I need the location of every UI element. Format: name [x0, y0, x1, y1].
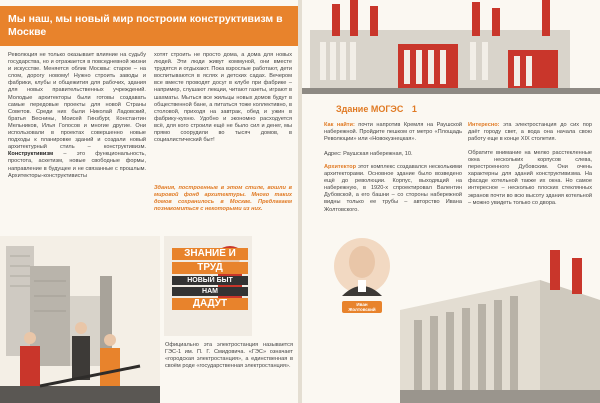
highlight-quote: Здания, построенные в этом стиле, вошли в мировой фонд архитектуры. Много таких домов сохранилось в Москве. Предлагаем познакомиться с некоторыми из них.	[154, 185, 292, 213]
how-to-find-text: почти напротив Кремля на Раушской набережной. Пройдите пешком от метро «Площадь Революции» или «Новокузнецкая».	[324, 122, 462, 143]
architect-section	[324, 164, 462, 214]
second-column: хотят строить не просто дома, а дома для новых людей. Эти люди живут коммуной, они вместе трудятся и отдыхают. Пока взрослые работают, дети воспитываются в яслях и детских садах. Вечером все вместе проводят досуг в клубе при фабрике – например, слушают лекции, читают газеты, играют в шахматы. Мыться все жильцы новых домов будут в общественной бане, а питаться тоже коллективно, в столовой, приходя на завтрак, обед и ужин в фабрику-кухню. Удобно и экономно расходуется всё, для кого строили ещё не было сил и денег, мы прямо соорудили во тысяч домов, в социалистический быт!	[154, 52, 292, 144]
poster-line-3: НОВЫЙ БЫТ	[172, 276, 248, 285]
poster-line-2: ТРУД	[172, 262, 248, 274]
windows-note: Обратите внимание на мелко расстекленные окна нескольких корпусов слева, перестроенного Дубовским. Они очень характерны для зданий конструктивизма. На фасаде котельной также их окна. Но самое интересное – несколько плоских стеклянных экранов почти во всю высоту здания котельной – можно увидеть только со двора.	[468, 150, 592, 206]
left-page	[0, 0, 298, 403]
poster-line-4: НАМ	[172, 287, 248, 296]
right-page	[302, 0, 600, 403]
poster-line-1: ЗНАНИЕ И	[172, 248, 248, 260]
intro-column	[8, 52, 146, 180]
architect-portrait	[332, 236, 392, 302]
architect-text: этот комплекс создавался несколькими архитекторами. Основное здание было возведено ещё до революции. Корпус, выходящий на набережную, в 1920-х спроектировал Валентин Дубовской, а его башни – со стороны набережной видны только ее трубы – авторство Ивана Жолтовского.	[324, 164, 462, 213]
interesting-label: Интересно:	[468, 122, 500, 128]
interesting-section	[468, 122, 592, 143]
poster-slogan	[172, 248, 248, 312]
address: Адрес: Раушская набережная, 10.	[324, 151, 413, 157]
mogues-building-illustration	[302, 0, 600, 102]
term-definition: – это функциональность, простота, аскетизм, новые свободные формы, направление в будущее и не связанные с прошлым. Архитекторы-конструктивисты	[8, 151, 146, 179]
how-to-find-label: Как найти:	[324, 122, 355, 128]
page-title: Мы наш, мы новый мир построим конструктивизм в Москве	[0, 6, 298, 46]
interesting-text: эта электростанция до сих пор даёт городу свет, а вода она начала свою работу еще в конце XIX столетия.	[468, 122, 592, 143]
boiler-house-illustration	[400, 240, 600, 403]
poster-line-5: ДАДУТ	[172, 298, 248, 310]
photo-caption: Официально эта электростанция называется ГЭС-1 им. П. Г. Смидовича. «ГЭС» означает «городская электростанция», а единственная в своём роде «государственная электростанция».	[165, 342, 293, 370]
intro-text: Революция не только оказывает влияние на судьбу государства, но и отражается в повседневной жизни и искусстве. Меняется облик Москвы: старое – на слом, дорогу новому! Нужно строить заводы и фабрики, клубы и общежития для рабочих, здания для новых правительственных учреждений. Молодые архитекторы были готовы создавать самые передовые проекты для новой Страны Советов. Среди них были Николай Ладовский, братья Веснины, Моисей Гинзбург, Константин Мельников, Илья Голосов и многие другие. Они использовали в проектах совершенно новые подходы к планировке зданий и создали новый архитектурный стиль – конструктивизм.	[8, 52, 146, 151]
section-heading	[336, 104, 456, 114]
how-to-find	[324, 122, 462, 143]
portrait-name-badge: Иван Жолтовский	[342, 301, 382, 313]
construction-illustration	[0, 236, 160, 403]
building-name: Здание МОГЭС	[336, 104, 404, 114]
term-constructivism: Конструктивизм	[8, 151, 54, 158]
architect-label: Архитектор	[324, 164, 357, 170]
building-number: 1	[411, 104, 417, 114]
